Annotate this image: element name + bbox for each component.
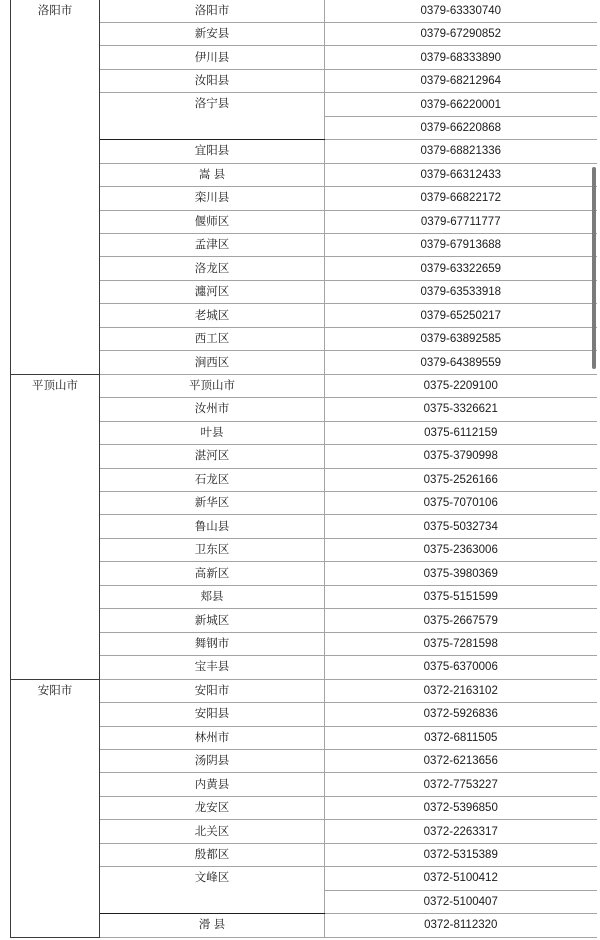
phone-cell: 0379-63330740 — [325, 0, 597, 22]
district-cell: 汝阳县 — [100, 69, 325, 92]
district-cell: 林州市 — [100, 726, 325, 749]
district-cell: 洛阳市 — [100, 0, 325, 22]
district-cell: 伊川县 — [100, 46, 325, 69]
district-cell: 汤阴县 — [100, 750, 325, 773]
contact-table — [10, 0, 597, 938]
phone-cell: 0372-5926836 — [325, 703, 597, 726]
phone-cell: 0375-2667579 — [325, 609, 597, 632]
phone-cell: 0372-6213656 — [325, 750, 597, 773]
district-cell: 郏县 — [100, 585, 325, 608]
district-cell: 龙安区 — [100, 796, 325, 819]
phone-cell: 0379-67290852 — [325, 22, 597, 45]
city-name: 安阳市 — [37, 684, 73, 697]
district-cell: 瀍河区 — [100, 280, 325, 303]
phone-cell: 0372-7753227 — [325, 773, 597, 796]
phone-cell: 0372-2263317 — [325, 820, 597, 843]
district-cell: 内黄县 — [100, 773, 325, 796]
phone-cell: 0379-67913688 — [325, 234, 597, 257]
phone-cell: 0375-2209100 — [325, 374, 597, 397]
phone-cell: 0372-2163102 — [325, 679, 597, 702]
phone-cell: 0379-65250217 — [325, 304, 597, 327]
phone-cell: 0372-5315389 — [325, 843, 597, 866]
city-name: 洛阳市 — [37, 4, 73, 17]
district-name: 文峰区 — [194, 872, 230, 885]
phone-cell: 0375-7070106 — [325, 492, 597, 515]
district-cell: 滑 县 — [100, 914, 325, 937]
phone-cell: 0375-2526166 — [325, 468, 597, 491]
phone-cell: 0379-66220868 — [325, 116, 597, 139]
phone-cell: 0372-6811505 — [325, 726, 597, 749]
city-cell — [11, 679, 100, 937]
phone-cell: 0379-64389559 — [325, 351, 597, 374]
district-cell: 湛河区 — [100, 445, 325, 468]
district-cell: 新华区 — [100, 492, 325, 515]
district-cell: 高新区 — [100, 562, 325, 585]
district-cell — [100, 93, 325, 140]
district-cell: 殷都区 — [100, 843, 325, 866]
phone-cell: 0379-66220001 — [325, 93, 597, 116]
district-cell: 嵩 县 — [100, 163, 325, 186]
district-cell: 安阳县 — [100, 703, 325, 726]
district-cell: 偃师区 — [100, 210, 325, 233]
district-cell: 宝丰县 — [100, 656, 325, 679]
phone-cell: 0375-3326621 — [325, 398, 597, 421]
phone-cell: 0379-66822172 — [325, 187, 597, 210]
district-cell: 卫东区 — [100, 538, 325, 561]
phone-cell: 0379-68821336 — [325, 140, 597, 163]
phone-cell: 0379-63533918 — [325, 280, 597, 303]
table-row — [11, 374, 597, 397]
district-cell: 宜阳县 — [100, 140, 325, 163]
district-cell: 平顶山市 — [100, 374, 325, 397]
district-cell: 鲁山县 — [100, 515, 325, 538]
district-cell: 西工区 — [100, 327, 325, 350]
phone-cell: 0375-2363006 — [325, 538, 597, 561]
phone-cell: 0372-5396850 — [325, 796, 597, 819]
phone-cell: 0372-5100412 — [325, 867, 597, 890]
phone-cell: 0375-6112159 — [325, 421, 597, 444]
district-cell: 石龙区 — [100, 468, 325, 491]
district-cell: 新城区 — [100, 609, 325, 632]
phone-cell: 0379-68212964 — [325, 69, 597, 92]
district-cell: 老城区 — [100, 304, 325, 327]
phone-cell: 0375-5151599 — [325, 585, 597, 608]
district-cell: 新安县 — [100, 22, 325, 45]
city-name: 平顶山市 — [32, 379, 78, 392]
district-cell: 叶县 — [100, 421, 325, 444]
phone-cell: 0372-5100407 — [325, 890, 597, 913]
district-cell: 洛龙区 — [100, 257, 325, 280]
district-cell: 孟津区 — [100, 234, 325, 257]
city-cell — [11, 374, 100, 679]
phone-cell: 0375-3790998 — [325, 445, 597, 468]
district-cell: 舞钢市 — [100, 632, 325, 655]
table-row — [11, 679, 597, 702]
scrollbar-thumb[interactable] — [592, 167, 596, 369]
phone-cell: 0375-5032734 — [325, 515, 597, 538]
city-cell — [11, 0, 100, 374]
district-cell — [100, 867, 325, 914]
table-row — [11, 0, 597, 22]
phone-cell: 0375-3980369 — [325, 562, 597, 585]
district-cell: 安阳市 — [100, 679, 325, 702]
phone-cell: 0379-67711777 — [325, 210, 597, 233]
phone-cell: 0375-6370006 — [325, 656, 597, 679]
phone-cell: 0379-68333890 — [325, 46, 597, 69]
phone-cell: 0379-63322659 — [325, 257, 597, 280]
district-name: 洛宁县 — [194, 98, 230, 111]
district-cell: 汝州市 — [100, 398, 325, 421]
district-cell: 栾川县 — [100, 187, 325, 210]
phone-cell: 0375-7281598 — [325, 632, 597, 655]
phone-cell: 0379-66312433 — [325, 163, 597, 186]
phone-cell: 0379-63892585 — [325, 327, 597, 350]
district-cell: 北关区 — [100, 820, 325, 843]
district-cell: 涧西区 — [100, 351, 325, 374]
phone-cell: 0372-8112320 — [325, 914, 597, 937]
